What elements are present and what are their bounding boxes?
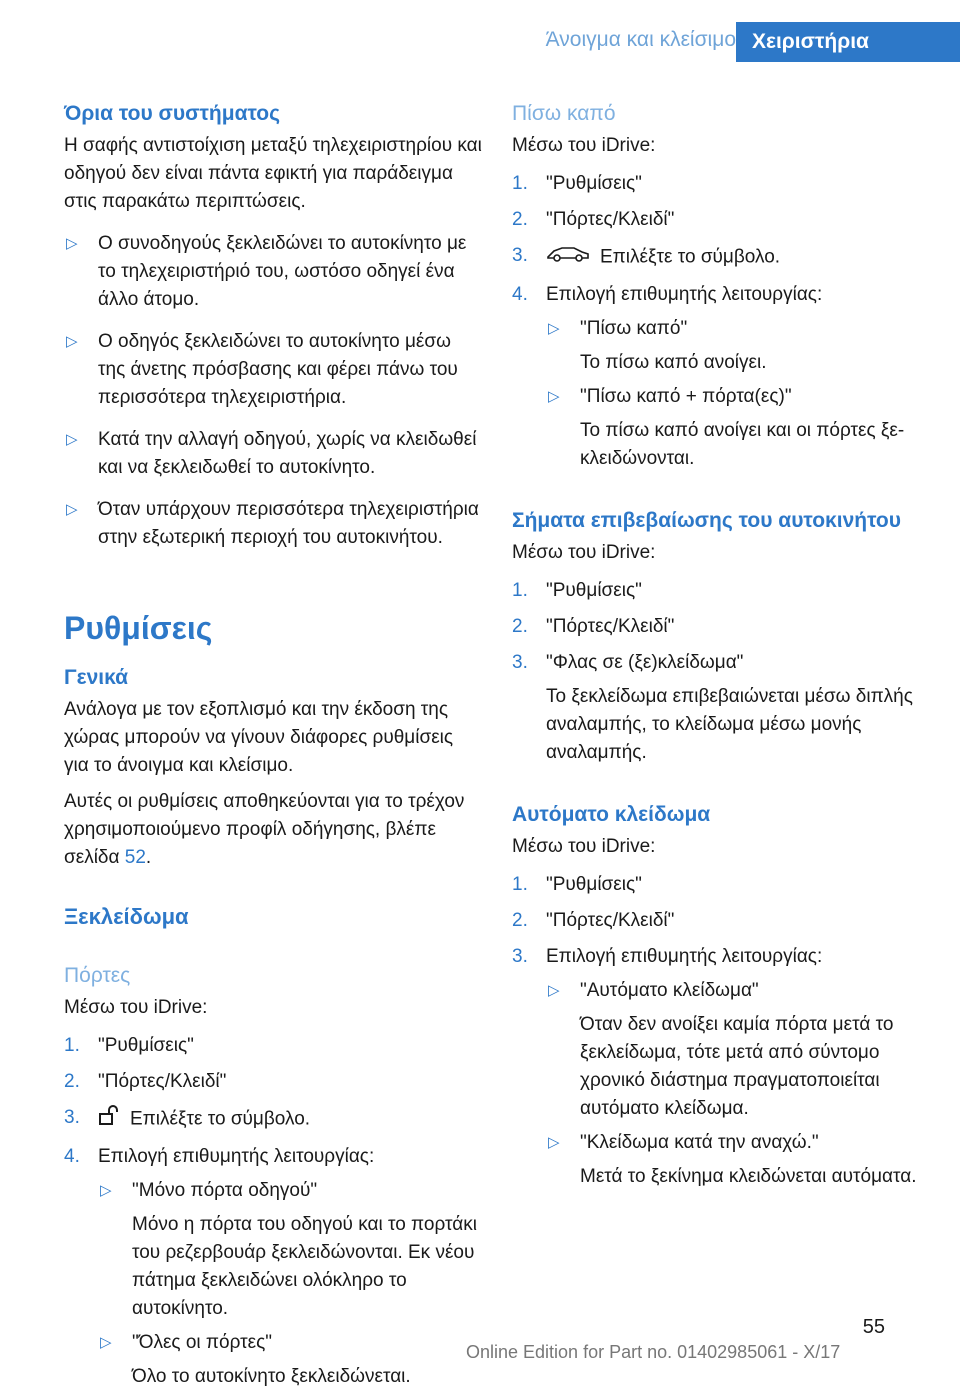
step-item	[512, 281, 932, 473]
triangle-bullet-icon: ▷	[548, 388, 560, 405]
step-number: 4.	[512, 284, 528, 305]
step-number: 3.	[512, 652, 528, 673]
step-item	[64, 1032, 482, 1060]
left-column	[64, 100, 482, 1399]
via-idrive: Μέσω του iDrive:	[512, 135, 656, 156]
step-number: 2.	[512, 616, 528, 637]
step-number: 2.	[64, 1071, 80, 1092]
limits-list	[64, 230, 482, 552]
step-item	[512, 577, 932, 605]
paragraph-end: .	[145, 847, 152, 868]
heading-confirmation-signals: Σήματα επιβεβαίωσης του αυτοκινήτου	[512, 509, 901, 532]
list-item	[64, 328, 482, 412]
option-description: Το πίσω καπό ανοίγει και οι πόρτες ξεκλειδώνονται.	[580, 420, 905, 469]
option-label: "Πίσω καπό"	[580, 318, 688, 339]
step-number: 2.	[512, 209, 528, 230]
step-item	[512, 613, 932, 641]
option-label: "Κλείδωμα κατά την αναχώ."	[580, 1132, 819, 1153]
paragraph-limits: Η σαφής αντιστοίχιση μεταξύ τηλεχειριστηρίου και οδηγού δεν είναι πάντα εφικτή για παράδειγμα στις παρακάτω περιπτώσεις.	[64, 135, 482, 212]
step-item	[512, 206, 932, 234]
page-footer	[0, 1300, 960, 1362]
step-item	[512, 242, 932, 273]
triangle-bullet-icon: ▷	[548, 1134, 560, 1151]
step-text: "Ρυθμίσεις"	[546, 173, 642, 194]
section-title: Άνοιγμα και κλείσιμο	[545, 28, 736, 51]
step-number: 4.	[64, 1146, 80, 1167]
step-text: Επιλέξτε το σύμβολο.	[130, 1108, 311, 1130]
option-label: "Όλες οι πόρτες"	[132, 1332, 273, 1353]
heading-doors: Πόρτες	[64, 964, 131, 987]
option-description: Μετά το ξεκίνημα κλειδώνεται αυτόματα.	[580, 1166, 917, 1187]
triangle-bullet-icon: ▷	[66, 431, 78, 448]
list-item-text: Ο οδηγός ξεκλειδώνει το αυτοκίνητο μέσω της άνετης πρόσβασης και φέρει πάνω του περισσότερα τηλεχειριστήρια.	[98, 331, 458, 408]
option-description: Όλο το αυτοκίνητο ξεκλειδώνεται.	[132, 1366, 411, 1387]
via-idrive: Μέσω του iDrive:	[512, 836, 656, 857]
heading-settings: Ρυθμίσεις	[64, 610, 213, 646]
triangle-bullet-icon: ▷	[66, 333, 78, 350]
option-item	[546, 1129, 932, 1191]
option-item	[546, 315, 932, 377]
confirm-steps	[512, 577, 932, 767]
unlock-icon	[98, 1104, 120, 1135]
heading-unlocking: Ξεκλείδωμα	[64, 904, 189, 929]
heading-system-limits: Όρια του συστήματος	[64, 102, 281, 125]
step-item	[512, 871, 932, 899]
list-item	[64, 496, 482, 552]
option-label: "Αυτόματο κλείδωμα"	[580, 980, 759, 1001]
step-number: 3.	[512, 946, 528, 967]
step-text: "Πόρτες/Κλειδί"	[546, 910, 675, 931]
page-header	[0, 0, 960, 62]
step-text: Επιλέξτε το σύμβολο.	[600, 246, 781, 268]
option-item	[546, 383, 932, 473]
step-text: "Πόρτες/Κλειδί"	[546, 616, 675, 637]
step-number: 1.	[512, 580, 528, 601]
paragraph-general-1: Ανάλογα με τον εξοπλισμό και την έκδοση της χώρας μπορούν να γίνουν διάφορες ρυθμίσεις για το άνοιγμα και κλείσιμο.	[64, 699, 454, 776]
triangle-bullet-icon: ▷	[548, 982, 560, 999]
paragraph-general-2	[64, 788, 482, 872]
option-description: Όταν δεν ανοίξει καμία πόρτα μετά το ξεκλείδωμα, τότε μετά από σύντομο χρονικό διάστημα πραγματοποιείται αυτόματο κλείδωμα.	[580, 1014, 894, 1119]
step-item	[64, 1068, 482, 1096]
step-text: "Ρυθμίσεις"	[98, 1035, 194, 1056]
step-number: 1.	[512, 173, 528, 194]
car-icon	[546, 242, 590, 273]
list-item-text: Όταν υπάρχουν περισσότερα τηλεχειριστήρια στην εξωτερική περιοχή του αυτοκινήτου.	[98, 499, 479, 548]
step-item	[512, 907, 932, 935]
step-item	[512, 649, 932, 767]
step-item	[512, 943, 932, 1191]
step-number: 1.	[512, 874, 528, 895]
step-text: "Πόρτες/Κλειδί"	[98, 1071, 227, 1092]
list-item	[64, 426, 482, 482]
via-idrive: Μέσω του iDrive:	[64, 997, 208, 1018]
via-idrive: Μέσω του iDrive:	[512, 542, 656, 563]
step-number: 2.	[512, 910, 528, 931]
paragraph-text: Αυτές οι ρυθμίσεις αποθηκεύονται για το τρέχον χρησιμοποιούμενο προφίλ οδήγησης, βλέπε σελίδα	[64, 791, 465, 868]
tailgate-options	[546, 315, 932, 473]
step-text: "Ρυθμίσεις"	[546, 874, 642, 895]
step-text: "Πόρτες/Κλειδί"	[546, 209, 675, 230]
tailgate-steps	[512, 170, 932, 473]
step-text: Επιλογή επιθυμητής λειτουργίας:	[98, 1146, 375, 1167]
step-text: Επιλογή επιθυμητής λειτουργίας:	[546, 946, 823, 967]
heading-tailgate: Πίσω καπό	[512, 102, 616, 125]
step-number: 3.	[512, 245, 528, 266]
list-item-text: Κατά την αλλαγή οδηγού, χωρίς να κλειδωθεί και να ξεκλειδωθεί το αυτοκίνητο.	[98, 429, 477, 478]
step-number: 3.	[64, 1107, 80, 1128]
heading-automatic-locking: Αυτόματο κλείδωμα	[512, 803, 711, 826]
option-description: Μόνο η πόρτα του οδηγού και το πορτάκι του ρεζερβουάρ ξεκλειδώνονται. Εκ νέου πάτημα ξεκλειδώνει ολόκληρο το αυτοκίνητο.	[132, 1214, 477, 1319]
step-item	[64, 1104, 482, 1135]
option-item	[546, 977, 932, 1123]
heading-general: Γενικά	[64, 666, 129, 689]
page-number: 55	[862, 1316, 885, 1338]
step-description: Το ξεκλείδωμα επιβεβαιώνεται μέσω διπλής αναλαμπής, το κλείδωμα μέσω μονής αναλαμπής.	[546, 686, 913, 763]
step-text: "Ρυθμίσεις"	[546, 580, 642, 601]
triangle-bullet-icon: ▷	[66, 235, 78, 252]
page-link[interactable]: 52	[124, 847, 146, 868]
step-item	[512, 170, 932, 198]
option-label: "Μόνο πόρτα οδηγού"	[132, 1180, 318, 1201]
edition-note: Online Edition for Part no. 01402985061 - X/17	[466, 1342, 841, 1362]
option-label: "Πίσω καπό + πόρτα(ες)"	[580, 386, 792, 407]
right-column	[512, 100, 932, 1199]
triangle-bullet-icon: ▷	[548, 320, 560, 337]
triangle-bullet-icon: ▷	[66, 501, 78, 518]
list-item	[64, 230, 482, 314]
autolock-options	[546, 977, 932, 1191]
autolock-steps	[512, 871, 932, 1191]
step-text: "Φλας σε (ξε)κλείδωμα"	[546, 652, 744, 673]
triangle-bullet-icon: ▷	[100, 1334, 112, 1351]
step-text: Επιλογή επιθυμητής λειτουργίας:	[546, 284, 823, 305]
chapter-tab: Χειριστήρια	[736, 22, 960, 62]
step-number: 1.	[64, 1035, 80, 1056]
list-item-text: Ο συνοδηγούς ξεκλειδώνει το αυτοκίνητο με το τηλεχειριστήριό του, ωστόσο οδηγεί ένα άλλο άτομο.	[98, 233, 467, 310]
option-description: Το πίσω καπό ανοίγει.	[580, 352, 767, 373]
triangle-bullet-icon: ▷	[100, 1182, 112, 1199]
